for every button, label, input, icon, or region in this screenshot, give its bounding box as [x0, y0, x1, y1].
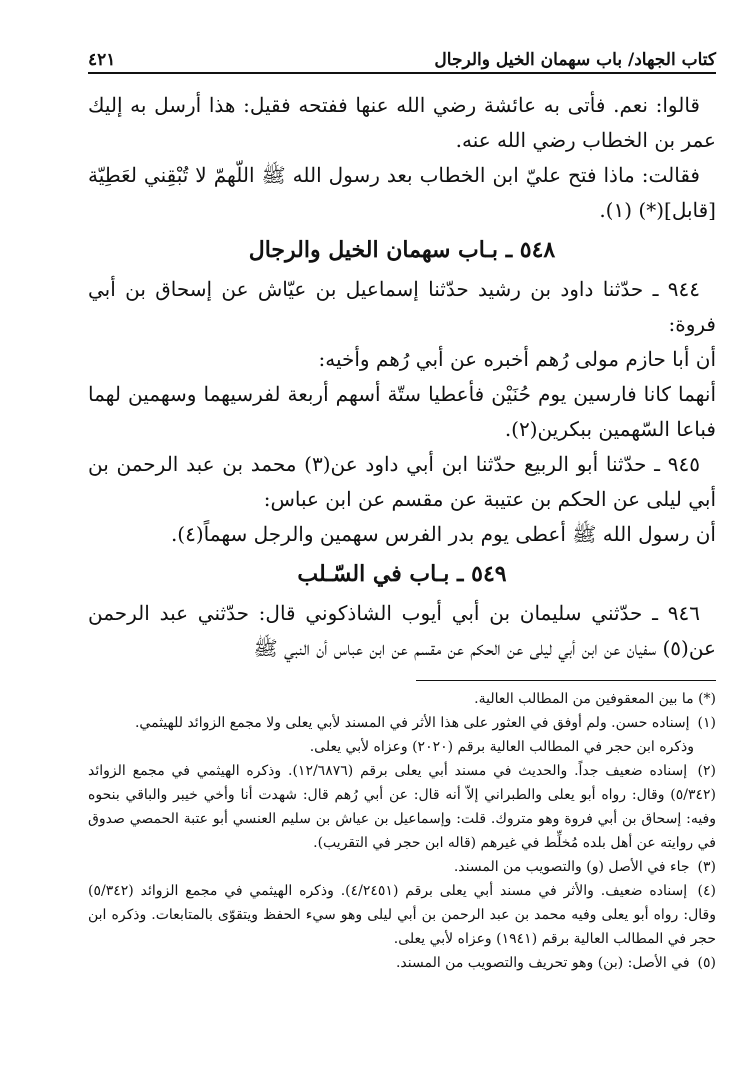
paragraph: قالوا: نعم. فأتى به عائشة رضي الله عنها ففتحه فقيل: هذا أرسل به إليك عمر بن الخطاب رضي الله عنه.: [88, 93, 716, 152]
main-text: [88, 88, 716, 666]
running-header: [88, 40, 716, 74]
footnote-text: إسناده ضعيف. والأثر في مسند أبي يعلى برقم (٤/٢٤٥١). وذكره الهيثمي في مجمع الزوائد (٥/٣٤٢) وقال: رواه أبو يعلى وفيه محمد بن عبد الرحمن بن أبي ليلى وهو سيء الحفظ ويتقوّى بالمتابعات. وذكره ابن حجر في المطالب العالية برقم (١٩٤١) وعزاه لأبي يعلى.: [88, 883, 716, 947]
chapter-heading: ٥٤٨ ـ بـاب سهمان الخيل والرجال: [248, 237, 556, 263]
footnote-text: إسناده حسن. ولم أوفق في العثور على هذا الأثر في المسند لأبي يعلى ولا مجمع الزوائد للهيثمي.: [134, 715, 690, 731]
footnote-5: [88, 951, 716, 975]
footnote-text: جاء في الأصل (و) والتصويب من المسند.: [453, 859, 690, 875]
book-page: [88, 40, 716, 975]
footnote-continuation: وذكره ابن حجر في المطالب العالية برقم (٢٠٢٠) وعزاه لأبي يعلى.: [309, 739, 694, 755]
hadith-isnad: ٩٤٤ ـ حدّثنا داود بن رشيد حدّثنا إسماعيل بن عيّاش عن إسحاق بن أبي فروة:: [88, 277, 716, 336]
footnote-divider: [416, 680, 716, 681]
page-number: ٤٢١: [88, 50, 116, 70]
hadith-isnad: ٩٤٥ ـ حدّثنا أبو الربيع حدّثنا ابن أبي داود عن(٣) محمد بن عبد الرحمن بن أبي ليلى عن الحكم بن عتيبة عن مقسم عن ابن عباس:: [88, 452, 716, 511]
footnote-text: في الأصل: (بن) وهو تحريف والتصويب من المسند.: [395, 955, 690, 971]
footnote-1: [88, 711, 716, 735]
footnote-3: [88, 855, 716, 879]
paragraph: فقالت: ماذا فتح عليّ ابن الخطاب بعد رسول الله ﷺ اللّهمّ لا تُبْقِني لعَطِيّة [قابل](*) (١).: [88, 163, 716, 222]
chapter-heading: ٥٤٩ ـ بـاب في السّـلب: [297, 561, 507, 587]
hadith-text: أن أبا حازم مولى رُهم أخبره عن أبي رُهم وأخيه:: [318, 347, 716, 371]
footnote-number: (١): [697, 715, 716, 731]
footnote-number: (٤): [697, 883, 716, 899]
footnote-number: (٣): [697, 859, 716, 875]
hadith-text: أنهما كانا فارسين يوم حُنَيْن فأعطيا ستّة أسهم أربعة لفرسيهما وسهمين لهما فباعا السّهمين ببكرين(٢).: [88, 382, 716, 441]
hadith-isnad: ٩٤٦ ـ حدّثني سليمان بن أبي أيوب الشاذكوني قال: حدّثني عبد الرحمن عن(٥) سفيان عن ابن أبي ليلى عن الحكم عن مقسم عن ابن عباس أن النبي ﷺ: [88, 601, 716, 660]
footnote-text: إسناده ضعيف جداً. والحديث في مسند أبي يعلى برقم (١٢/٦٨٧٦). وذكره الهيثمي في مجمع الزوائد (٥/٣٤٢) وقال: رواه أبو يعلى والطبراني إلاّ أنه قال: عن أبي رُهم قال: شهدت أنا وأخي خيبر والباقي بنحوه وفيه: إسحاق بن أبي فروة وهو متروك. قلت: وإسماعيل بن عياش بن سليم العنسي أبو عتبة الحمصي صدوق في روايته عن أهل بلده مُخلِّط في غيرهم (قاله ابن حجر في التقريب).: [88, 763, 716, 851]
running-title: كتاب الجهاد/ باب سهمان الخيل والرجال: [434, 50, 716, 70]
footnote-star: (*) ما بين المعقوفين من المطالب العالية.: [474, 691, 716, 707]
footnote-4: [88, 879, 716, 951]
footnote-2: [88, 759, 716, 855]
hadith-text: أن رسول الله ﷺ أعطى يوم بدر الفرس سهمين والرجل سهماً(٤).: [170, 522, 716, 546]
footnote-number: (٢): [697, 763, 717, 779]
footnote-number: (٥): [697, 955, 716, 971]
footnotes: [88, 687, 716, 975]
